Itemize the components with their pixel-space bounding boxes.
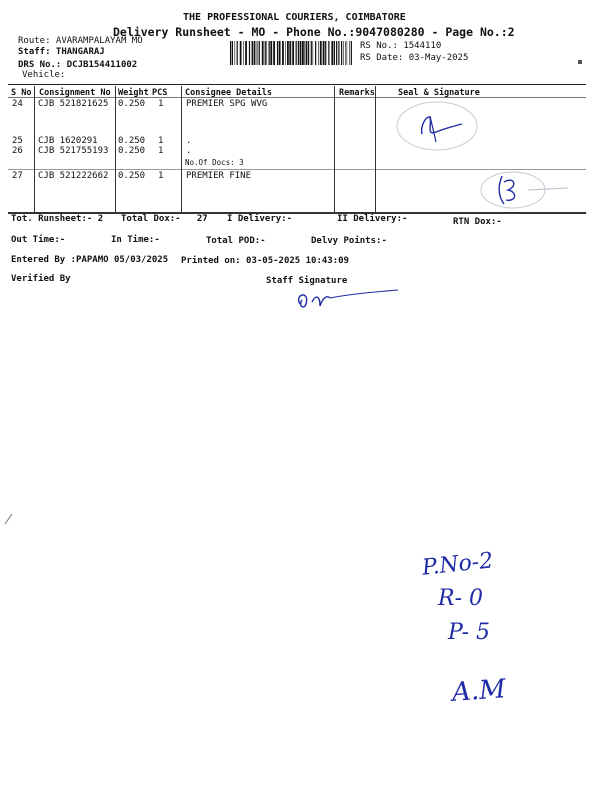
barcode-bar	[302, 41, 304, 65]
stray-mark	[2, 512, 14, 526]
table-top-border	[8, 84, 586, 85]
col-header-remarks: Remarks	[339, 88, 375, 98]
verified-by: Verified By	[11, 274, 71, 284]
row-25-details: .	[186, 136, 192, 146]
col-header-consignment: Consignment No	[39, 88, 111, 98]
row-26-consignment: CJB 521755193	[38, 146, 109, 156]
delvy-points: Delvy Points:-	[311, 236, 387, 246]
col-divider	[334, 86, 335, 212]
staff: Staff: THANGARAJ	[18, 47, 105, 57]
row-26-sno: 26	[12, 146, 23, 156]
barcode-bar	[308, 41, 309, 65]
barcode-bar	[289, 41, 291, 65]
row-26-pcs: 1	[158, 146, 164, 156]
col-divider	[34, 86, 35, 212]
row-27-pcs: 1	[158, 171, 164, 181]
barcode-bar	[349, 41, 350, 65]
barcode-bar	[334, 41, 335, 65]
barcode-bar	[345, 41, 346, 65]
barcode-bar	[252, 41, 254, 65]
i-delivery: I Delivery:-	[227, 214, 293, 224]
barcode-bar	[296, 41, 297, 65]
out-time: Out Time:-	[11, 235, 66, 245]
barcode-bar	[347, 41, 348, 65]
col-header-signature: Seal & Signature	[398, 88, 480, 98]
col-header-sno: S No	[11, 88, 32, 98]
row-27-sno: 27	[12, 171, 23, 181]
company-name: THE PROFESSIONAL COURIERS, COIMBATORE	[183, 12, 406, 23]
row-25-pcs: 1	[158, 136, 164, 146]
barcode-bar	[320, 41, 322, 65]
rs-number: RS No.: 1544110	[360, 41, 442, 51]
total-dox: Total Dox:- 27	[121, 214, 208, 224]
barcode-bar	[254, 41, 255, 65]
barcode-bar	[351, 41, 352, 65]
col-header-weight: Weight	[118, 88, 149, 98]
col-divider	[375, 86, 376, 212]
barcode-bar	[328, 41, 329, 65]
barcode-bar	[285, 41, 286, 65]
row-26-details: .	[186, 146, 192, 156]
barcode-bar	[257, 41, 258, 65]
total-pod: Total POD:-	[206, 236, 266, 246]
handwritten-page-no: P.No-2	[420, 548, 495, 581]
barcode-bar	[243, 41, 244, 65]
col-header-pcs: PCS	[152, 88, 168, 98]
barcode-bar	[331, 41, 333, 65]
barcode-bar	[235, 41, 236, 65]
entered-by: Entered By :PAPAMO 05/03/2025	[11, 255, 169, 265]
ii-delivery: II Delivery:-	[337, 214, 408, 224]
barcode-bar	[230, 41, 231, 65]
corner-mark	[578, 60, 582, 64]
row-24-pcs: 1	[158, 99, 164, 109]
rtn-dox: RTN Dox:-	[453, 217, 502, 227]
in-time: In Time:-	[111, 235, 160, 245]
staff-signature-label: Staff Signature	[266, 276, 348, 286]
barcode-bar	[300, 41, 302, 65]
row-24-details: PREMIER SPG WVG	[186, 99, 268, 109]
row-25-sno: 25	[12, 136, 23, 146]
barcode-bar	[266, 41, 267, 65]
route: Route: AVARAMPALAYAM MO	[18, 36, 143, 46]
barcode-bar	[292, 41, 294, 65]
barcode-bar	[318, 41, 319, 65]
no-of-docs: No.Of Docs: 3	[185, 158, 244, 167]
barcode-bar	[325, 41, 326, 65]
barcode-bar	[311, 41, 312, 65]
row-26-weight: 0.250	[118, 146, 146, 156]
barcode	[229, 41, 354, 65]
barcode-bar	[262, 41, 264, 65]
signature-mark-row-24	[392, 96, 482, 156]
barcode-bar	[240, 41, 242, 65]
row-24-sno: 24	[12, 99, 23, 109]
drs-number: DRS No.: DCJB154411002	[18, 60, 138, 70]
staff-signature-mark	[290, 284, 410, 314]
barcode-bar	[259, 41, 260, 65]
row-27-consignment: CJB 521222662	[38, 171, 109, 181]
row-27-details: PREMIER FINE	[186, 171, 252, 181]
rs-date: RS Date: 03-May-2025	[360, 53, 469, 63]
printed-on: Printed on: 03-05-2025 10:43:09	[181, 256, 349, 266]
row-27-weight: 0.250	[118, 171, 146, 181]
col-divider	[115, 86, 116, 212]
barcode-bar	[343, 41, 344, 65]
barcode-bar	[256, 41, 257, 65]
row-25-weight: 0.250	[118, 136, 146, 146]
handwritten-r: R- 0	[438, 586, 483, 611]
barcode-bar	[277, 41, 278, 65]
signature-mark-row-27	[468, 166, 578, 214]
col-header-consignee: Consignee Details	[185, 88, 272, 98]
barcode-bar	[237, 41, 238, 65]
barcode-bar	[315, 41, 316, 65]
handwritten-initials: A.M	[451, 674, 507, 708]
barcode-bar	[336, 41, 337, 65]
row-25-consignment: CJB 1620291	[38, 136, 98, 146]
barcode-bar	[270, 41, 272, 65]
barcode-bar	[279, 41, 281, 65]
col-divider	[181, 86, 182, 212]
barcode-bar	[282, 41, 284, 65]
barcode-bar	[338, 41, 339, 65]
barcode-bar	[249, 41, 250, 65]
barcode-bar	[245, 41, 247, 65]
runsheet-title: Delivery Runsheet - MO - Phone No.:9047080280 - Page No.:2	[113, 25, 515, 39]
barcode-bar	[341, 41, 342, 65]
row-24-consignment: CJB 521821625	[38, 99, 109, 109]
barcode-bar	[273, 41, 275, 65]
barcode-bar	[287, 41, 289, 65]
barcode-bar	[306, 41, 308, 65]
handwritten-p: P- 5	[448, 620, 491, 645]
vehicle: Vehicle:	[22, 70, 66, 80]
barcode-bar	[298, 41, 299, 65]
row-24-weight: 0.250	[118, 99, 146, 109]
tot-runsheet: Tot. Runsheet:- 2	[11, 214, 104, 224]
barcode-bar	[232, 41, 233, 65]
barcode-bar	[304, 41, 305, 65]
barcode-bar	[323, 41, 325, 65]
barcode-bar	[265, 41, 266, 65]
barcode-bar	[269, 41, 270, 65]
barcode-bar	[313, 41, 314, 65]
